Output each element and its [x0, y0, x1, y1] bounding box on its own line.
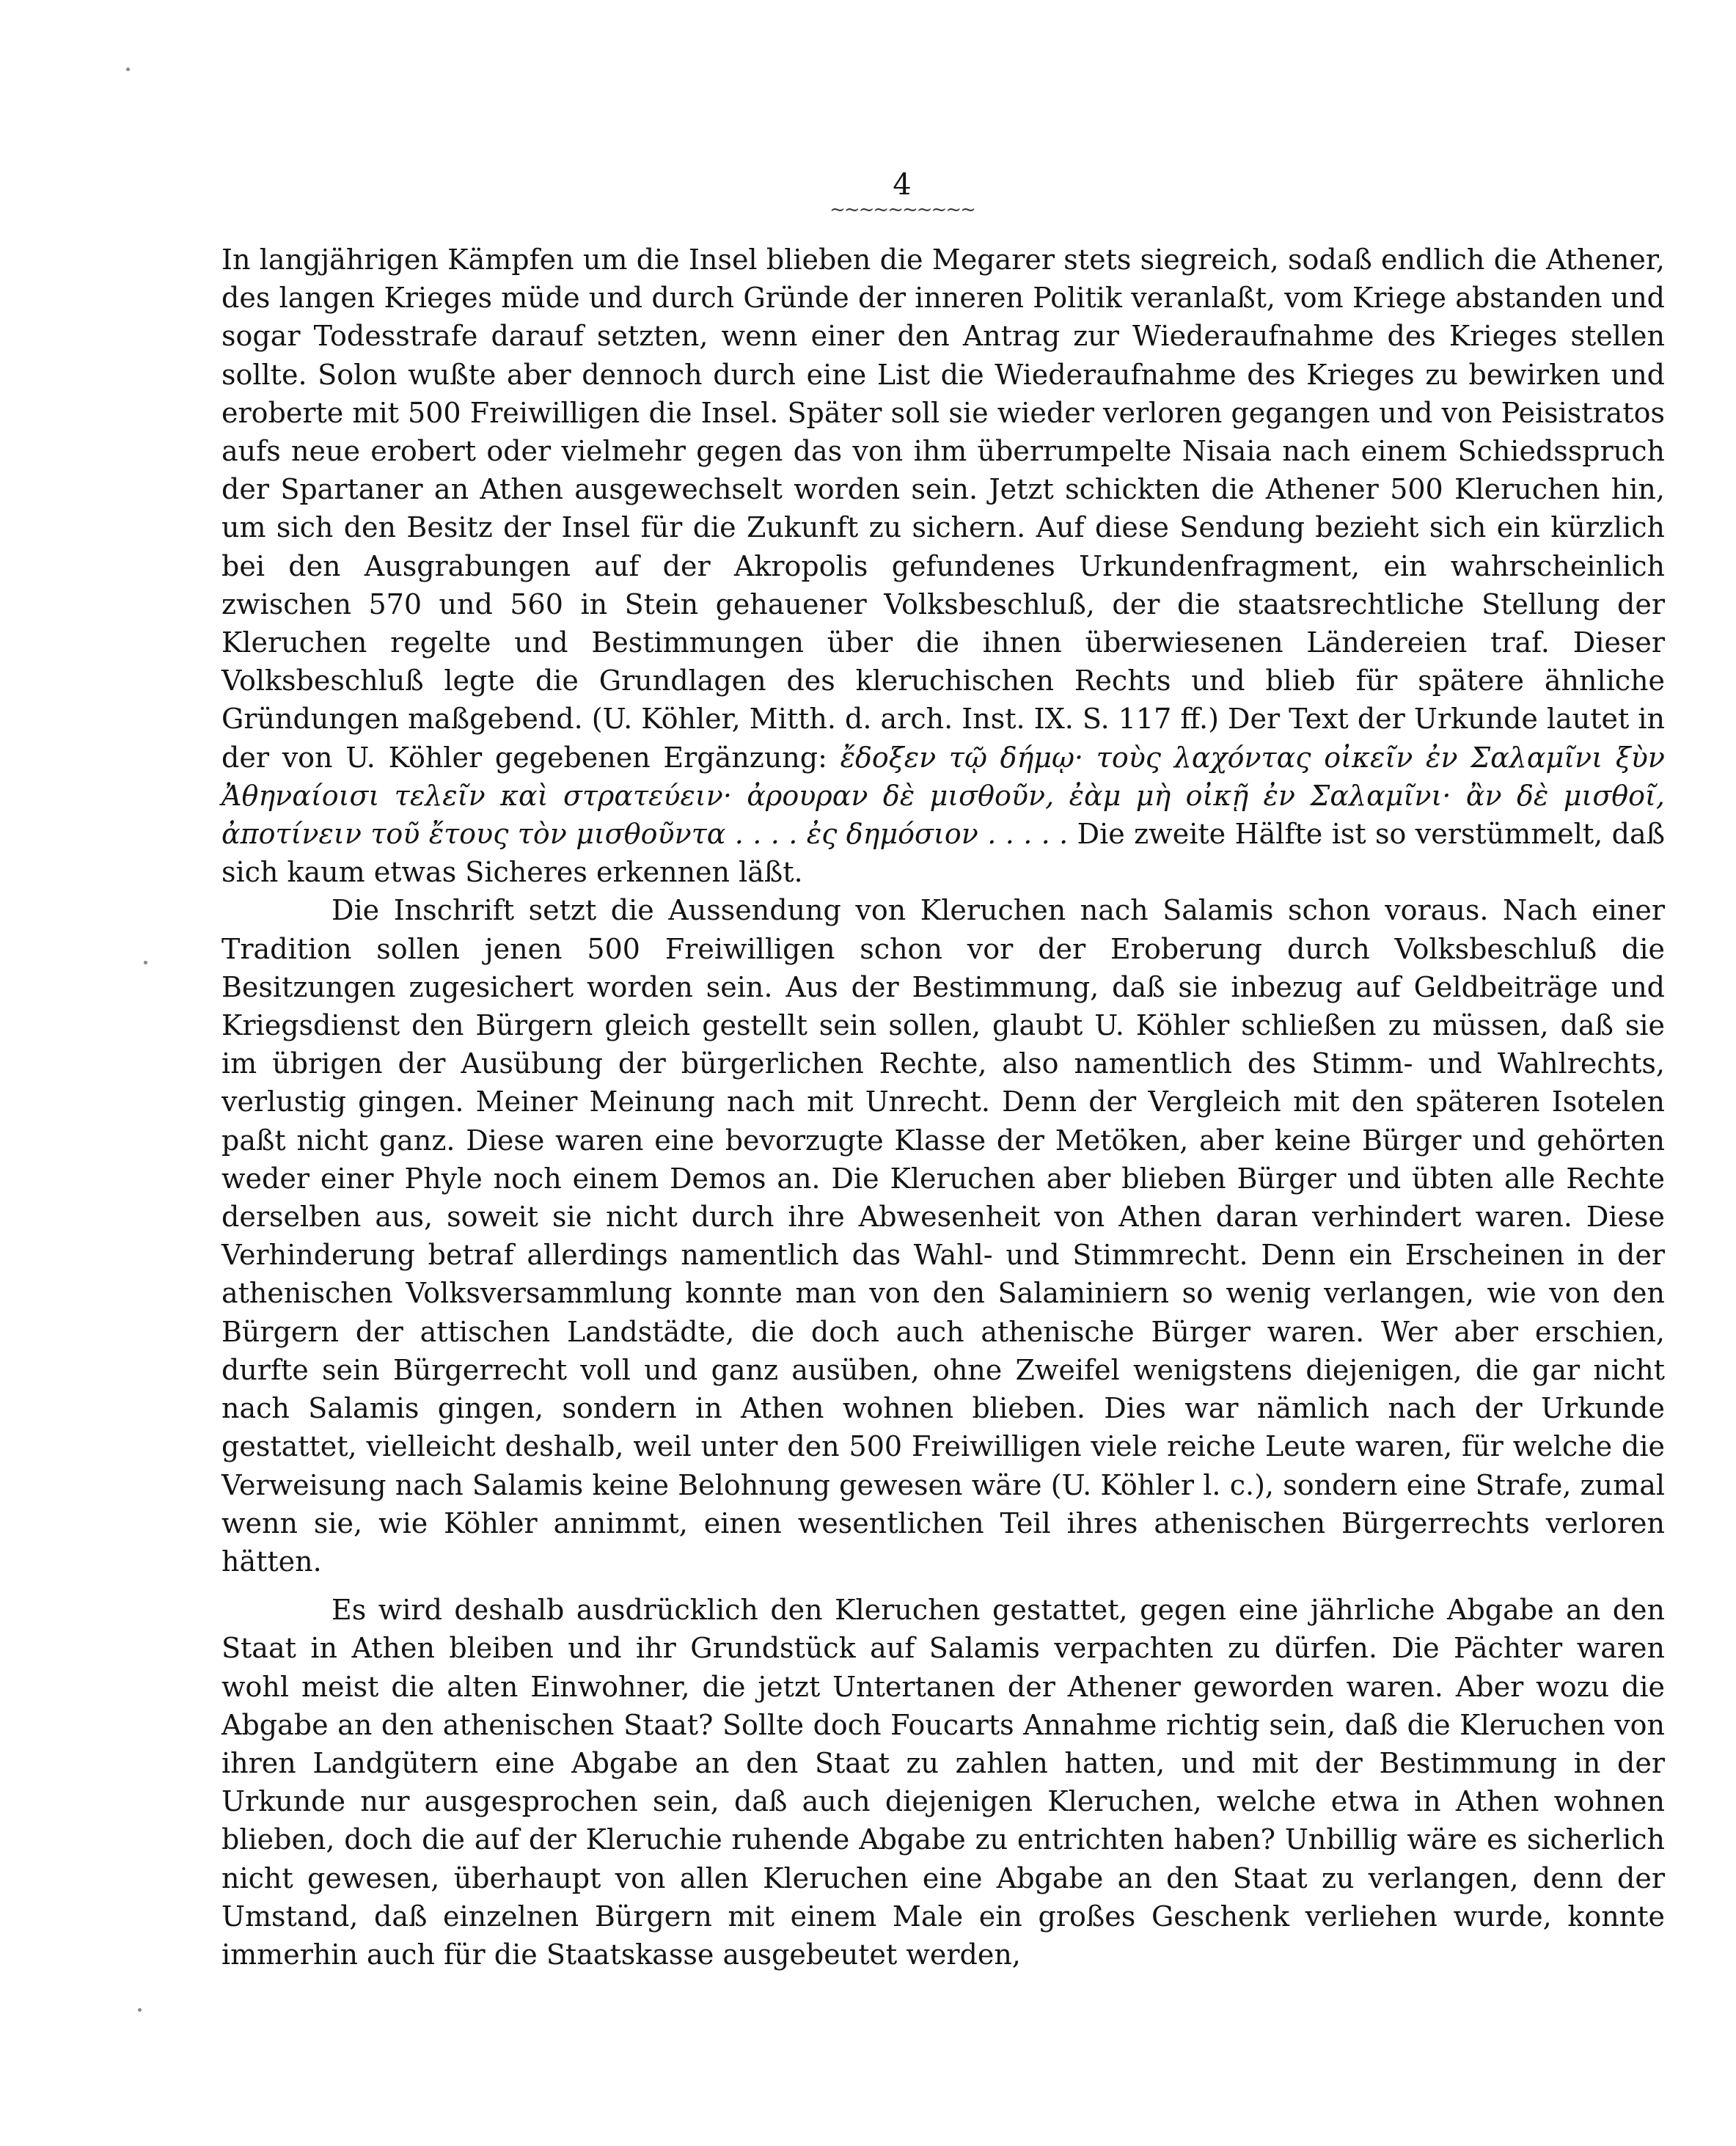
header-ornament: ~~~~~~~~~~	[829, 199, 975, 221]
paragraph-1-text: In langjährigen Kämpfen um die Insel blieben die Megarer stets siegreich, sodaß endlich die Athener, des langen Krieges müde und durch Gründe der inneren Politik veranlaßt, vom Kriege abstanden und sogar Todesstrafe darauf setzten, wenn einer den Antrag zur Wiederaufnahme des Krieges stellen sollte. Solon wußte aber dennoch durch eine List die Wiederaufnahme des Krieges zu bewirken und eroberte mit 500 Freiwilligen die Insel. Später soll sie wieder verloren gegangen und von Peisistratos aufs neue erobert oder vielmehr gegen das von ihm überrumpelte Nisaia nach einem Schiedsspruch der Spartaner an Athen ausgewechselt worden sein. Jetzt schickten die Athener 500 Kleruchen hin, um sich den Besitz der Insel für die Zukunft zu sichern. Auf diese Sendung bezieht sich ein kürzlich bei den Ausgrabungen auf der Akropolis gefundenes Urkundenfragment, ein wahrscheinlich zwischen 570 und 560 in Stein gehauener Volksbeschluß, der die staatsrechtliche Stellung der Kleruchen regelte und Bestimmungen über die ihnen überwiesenen Ländereien traf. Dieser Volksbeschluß legte die Grundlagen des kleruchischen Rechts und blieb für spätere ähnliche Gründungen maßgebend. (U. Köhler, Mitth. d. arch. Inst. IX. S. 117 ff.) Der Text der Urkunde lautet in der von U. Köhler gegebenen Ergänzung:	[221, 243, 1665, 774]
paragraph-3: Es wird deshalb ausdrücklich den Kleruchen gestattet, gegen eine jährliche Abgabe an den Staat in Athen bleiben und ihr Grundstück auf Salamis verpachten zu dürfen. Die Pächter waren wohl meist die alten Einwohner, die jetzt Untertanen der Athener geworden waren. Aber wozu die Abgabe an den athenischen Staat? Sollte doch Foucarts Annahme richtig sein, daß die Kleruchen von ihren Landgütern eine Abgabe an den Staat zu zahlen hatten, und mit der Bestimmung in der Urkunde nur ausgesprochen sein, daß auch diejenigen Kleruchen, welche etwa in Athen wohnen blieben, doch die auf der Kleruchie ruhende Abgabe zu entrichten haben? Unbillig wäre es sicherlich nicht gewesen, überhaupt von allen Kleruchen eine Abgabe an den Staat zu verlangen, denn der Umstand, daß einzelnen Bürgern mit einem Male ein großes Geschenk verliehen wurde, konnte immerhin auch für die Staatskasse ausgebeutet werden,	[221, 1594, 1665, 1971]
scan-speck	[126, 67, 130, 71]
paragraph-1	[221, 241, 1665, 891]
paragraph-1-closing: Die zweite Hälfte ist so verstümmelt, daß sich kaum etwas Sicheres erkennen läßt.	[221, 818, 1665, 889]
paragraph-2: Die Inschrift setzt die Aussendung von Kleruchen nach Salamis schon voraus. Nach einer Tradition sollen jenen 500 Freiwilligen schon vor der Eroberung durch Volksbeschluß die Besitzungen zugesichert worden sein. Aus der Bestimmung, daß sie inbezug auf Geldbeiträge und Kriegsdienst den Bürgern gleich gestellt sein sollen, glaubt U. Köhler schließen zu müssen, daß sie im übrigen der Ausübung der bürgerlichen Rechte, also namentlich des Stimm- und Wahlrechts, verlustig gingen. Meiner Meinung nach mit Unrecht. Denn der Vergleich mit den späteren Isotelen paßt nicht ganz. Diese waren eine bevorzugte Klasse der Metöken, aber keine Bürger und gehörten weder einer Phyle noch einem Demos an. Die Kleruchen aber blieben Bürger und übten alle Rechte derselben aus, soweit sie nicht durch ihre Abwesenheit von Athen daran verhindert waren. Diese Verhinderung betraf allerdings namentlich das Wahl- und Stimmrecht. Denn ein Erscheinen in der athenischen Volksversammlung konnte man von den Salaminiern so wenig verlangen, wie von den Bürgern der attischen Landstädte, die doch auch athenische Bürger waren. Wer aber erschien, durfte sein Bürgerrecht voll und ganz ausüben, ohne Zweifel wenigstens diejenigen, die gar nicht nach Salamis gingen, sondern in Athen wohnen blieben. Dies war nämlich nach der Urkunde gestattet, vielleicht deshalb, weil unter den 500 Freiwilligen viele reiche Leute waren, für welche die Verweisung nach Salamis keine Belohnung gewesen wäre (U. Köhler l. c.), sondern eine Strafe, zumal wenn sie, wie Köhler annimmt, einen wesentlichen Teil ihres athenischen Bürgerrechts verloren hätten.	[221, 894, 1665, 1578]
page-number: 4	[893, 168, 912, 202]
scan-speck	[138, 2008, 142, 2012]
greek-inscription: ἔδοξεν τῷ δήμῳ· τοὺς λαχόντας οἰκεῖν ἐν Σαλαμῖνι ξὺν Ἀθηναίοισι τελεῖν καὶ στρατεύειν· ἀρουραν δὲ μισθοῦν, ἐὰμ μὴ οἰκῇ ἐν Σαλαμῖνι· ἂν δὲ μισθοῖ, ἀποτίνειν τοῦ ἔτους τὸν μισθοῦντα . . . . ἐς δημόσιον . . . . .	[221, 741, 1665, 851]
page-header	[0, 167, 1736, 221]
scan-speck	[144, 961, 147, 964]
body-text	[221, 241, 1665, 1974]
